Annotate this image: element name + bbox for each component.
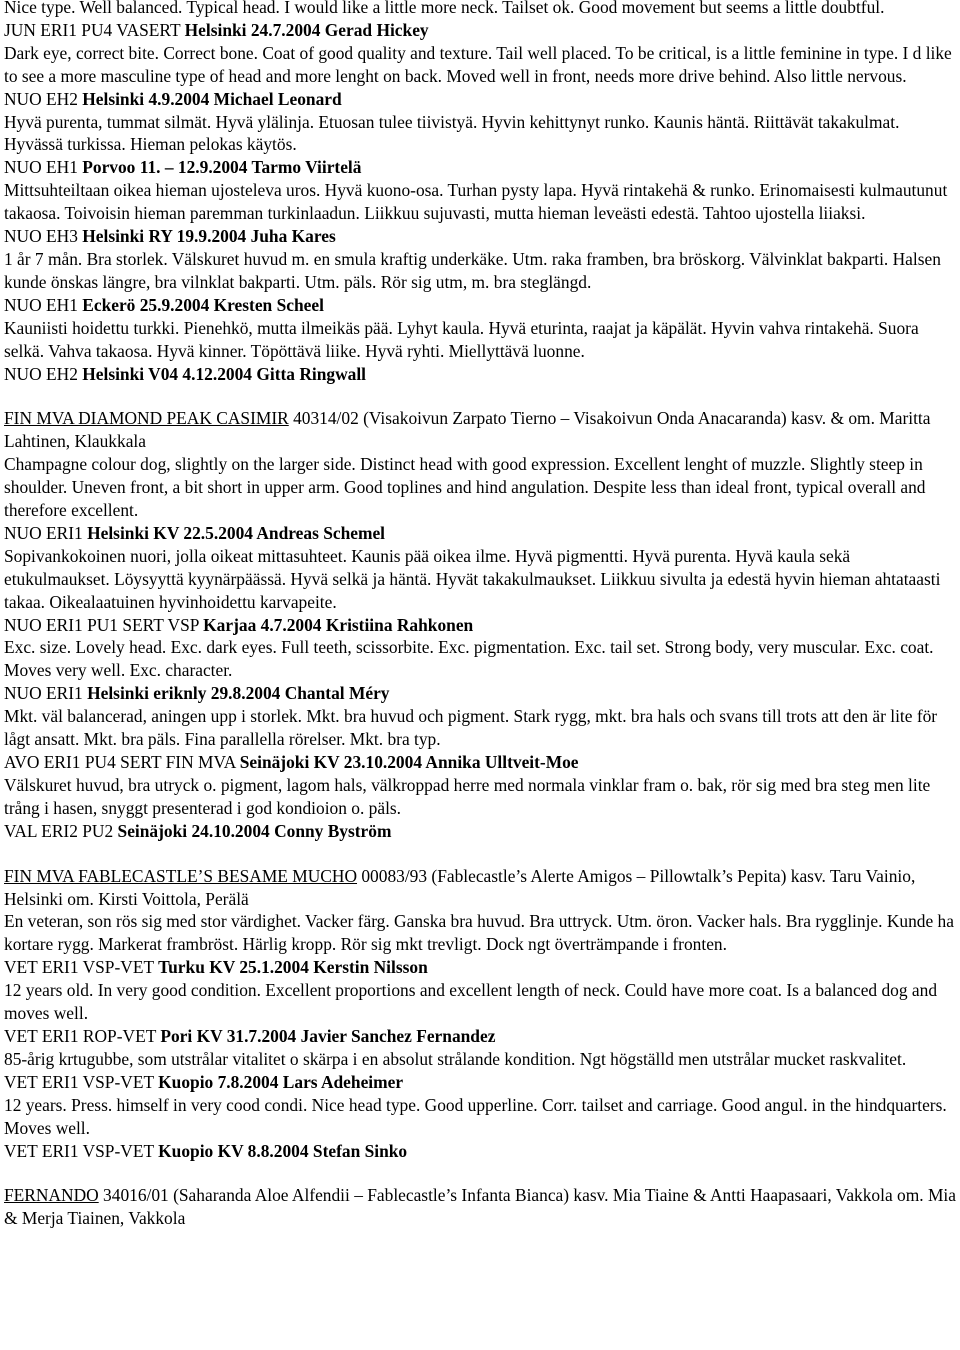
show-result-line	[4, 751, 956, 774]
text-segment: AVO ERI1 PU4 SERT FIN MVA	[4, 752, 240, 772]
show-result-line	[4, 820, 956, 843]
text-segment: VAL ERI2 PU2	[4, 820, 118, 841]
critique-paragraph	[4, 248, 956, 294]
text-segment: Mkt. väl balancerad, aningen upp i storlek. Mkt. bra huvud och pigment. Stark rygg, mkt. bra hals och svans till trots att den är lite för lågt ansatt. Mkt. bra päls. Fina parallella rörelser. Mkt. bra typ.	[4, 706, 938, 750]
show-place-date-judge: Helsinki V04 4.12.2004 Gitta Ringwall	[82, 363, 367, 384]
show-place-date-judge: Helsinki eriknly 29.8.2004 Chantal Méry	[87, 683, 390, 704]
text-segment: VET ERI1 VSP-VET	[4, 1140, 159, 1161]
text-segment: Nice type. Well balanced. Typical head. I would like a little more neck. Tailset ok. Good movement but seems a little doubtful.	[4, 0, 885, 17]
show-place-date-judge: Helsinki 24.7.2004	[184, 19, 325, 40]
show-place-date-judge: Helsinki KV 22.5.2004 Andreas Schemel	[87, 522, 386, 543]
text-segment: Kauniisti hoidettu turkki. Pienehkö, mutta ilmeikäs pää. Lyhyt kaula. Hyvä eturinta, raajat ja käpälät. Hyvin vahva rintakehä. Suora selkä. Vahva takaosa. Hyvä kinner. Töpöttävä liike. Hyvä ryhti. Miellyttävä luonne.	[4, 317, 919, 361]
show-place-date-judge: Gerad Hickey	[324, 19, 429, 40]
critique-paragraph	[4, 1048, 956, 1071]
text-segment: 12 years old. In very good condition. Excellent proportions and excellent length of neck. Could have more coat. Is a balanced dog and moves well.	[4, 980, 938, 1024]
show-result-line	[4, 363, 956, 386]
show-result-line	[4, 956, 956, 979]
text-segment: Dark eye, correct bite. Correct bone. Coat of good quality and texture. Tail well placed. To be critical, is a little feminine in type. I d like to see a more masculine type of head and more lenght on back. Moved well in front, needs more drive behind. Also little nervous.	[4, 42, 952, 86]
show-place-date-judge: Porvoo 11. – 12.9.2004 Tarmo Viirtelä	[82, 157, 362, 178]
text-segment: NUO ERI1	[4, 522, 88, 543]
text-segment: VET ERI1 VSP-VET	[4, 957, 159, 978]
text-segment: JUN ERI1 PU4 VASERT	[4, 19, 185, 40]
dog-name: FERNANDO	[4, 1185, 99, 1206]
show-place-date-judge: Helsinki RY 19.9.2004 Juha Kares	[82, 226, 336, 247]
critique-block-continued	[4, 0, 956, 385]
dog-entry-block	[4, 865, 956, 1163]
show-result-line	[4, 614, 956, 637]
text-segment: 40314/02 (Visakoivun Zarpato Tierno – Visakoivun Onda Anacaranda) kasv. & om. Maritta Lahtinen, Klaukkala	[4, 408, 931, 452]
show-result-line	[4, 88, 956, 111]
critique-paragraph	[4, 979, 956, 1025]
section-gap	[0, 385, 960, 407]
show-result-line	[4, 1071, 956, 1094]
show-place-date-judge: Pori KV 31.7.2004 Javier Sanchez Fernandez	[160, 1025, 496, 1046]
text-segment: 12 years. Press. himself in very cood condi. Nice head type. Good upperline. Corr. tailset and carriage. Good angul. in the hindquarters. Moves well.	[4, 1094, 947, 1138]
text-segment: NUO EH1	[4, 294, 83, 315]
show-result-line	[4, 682, 956, 705]
show-result-line	[4, 225, 956, 248]
section-gap	[0, 1162, 960, 1184]
show-place-date-judge: Eckerö 25.9.2004 Kresten Scheel	[82, 294, 324, 315]
text-segment: Välskuret huvud, bra utryck o. pigment, lagom hals, välkroppad herre med normala vinklar fram o. bak, rör sig med bra steg men lite trång i hasen, snyggt presenterad i god kondioion o. päls.	[4, 774, 931, 818]
critique-paragraph	[4, 453, 956, 522]
show-place-date-judge: Karjaa 4.7.2004 Kristiina Rahkonen	[203, 614, 474, 635]
critique-paragraph	[4, 42, 956, 88]
text-segment: Hyvä purenta, tummat silmät. Hyvä ylälinja. Etuosan tulee tiivistyä. Hyvin kehittynyt runko. Kaunis häntä. Riittävät takakulmat. Hyvässä turkissa. Hieman pelokas käytös.	[4, 111, 900, 155]
text-segment: NUO ERI1	[4, 683, 88, 704]
critique-paragraph	[4, 705, 956, 751]
dog-header-paragraph	[4, 865, 956, 911]
text-segment: NUO EH2	[4, 363, 83, 384]
show-result-line	[4, 156, 956, 179]
text-segment: 85-årig krtugubbe, som utstrålar vitalitet o skärpa i en absolut strålande kondition. Ngt högställd men utstrålar mucket raskvalitet.	[4, 1048, 907, 1069]
show-result-line	[4, 522, 956, 545]
show-place-date-judge: Seinäjoki 24.10.2004 Conny Byström	[117, 820, 392, 841]
text-segment: NUO EH1	[4, 157, 83, 178]
text-segment: NUO EH2	[4, 88, 83, 109]
dog-name: FIN MVA FABLECASTLE’S BESAME MUCHO	[4, 865, 358, 886]
show-result-line	[4, 19, 956, 42]
show-place-date-judge: Kuopio 7.8.2004 Lars Adeheimer	[158, 1071, 404, 1092]
critique-paragraph	[4, 1094, 956, 1140]
show-place-date-judge: Helsinki 4.9.2004 Michael Leonard	[82, 88, 342, 109]
text-segment: 34016/01 (Saharanda Aloe Alfendii – Fablecastle’s Infanta Bianca) kasv. Mia Tiaine & Antti Haapasaari, Vakkola om. Mia & Merja Tiainen, Vakkola	[4, 1185, 956, 1229]
section-gap	[0, 843, 960, 865]
show-result-line	[4, 294, 956, 317]
text-segment: 1 år 7 mån. Bra storlek. Välskuret huvud m. en smula kraftig underkäke. Utm. raka framben, bra bröskorg. Välvinklat bakparti. Halsen kunde önskas längre, bra vilnklat bakparti. Utm. päls. Rör sig utm, m. bra steglängd.	[4, 248, 941, 292]
show-place-date-judge: Turku KV 25.1.2004 Kerstin Nilsson	[158, 957, 428, 978]
dog-header-paragraph	[4, 407, 956, 453]
text-segment: Exc. size. Lovely head. Exc. dark eyes. Full teeth, scissorbite. Exc. pigmentation. Exc. tail set. Strong body, very muscular. Exc. coat. Moves very well. Exc. character.	[4, 637, 934, 681]
critique-paragraph	[4, 636, 956, 682]
dog-entry-block	[4, 1184, 956, 1230]
text-segment: En veteran, son rös sig med stor värdighet. Vacker färg. Ganska bra huvud. Bra uttryck. Utm. öron. Vacker hals. Bra rygglinje. Kunde ha kortare rygg. Markerat frambröst. Härlig kropp. Rör sig mkt trevligt. Dock ngt överträmpande i fronten.	[4, 911, 954, 955]
show-place-date-judge: Seinäjoki KV 23.10.2004 Annika Ulltveit-Moe	[239, 752, 579, 772]
text-segment: Mittsuhteiltaan oikea hieman ujosteleva uros. Hyvä kuono-osa. Turhan pysty lapa. Hyvä rintakehä & runko. Erinomaisesti kulmautunut takaosa. Toivoisin hieman paremman turkinlaadun. Liikkuu sujuvasti, mutta hieman leveästi edestä. Tahtoo ujostella liiaksi.	[4, 180, 948, 224]
show-result-line	[4, 1025, 956, 1048]
critique-paragraph	[4, 317, 956, 363]
text-segment: NUO EH3	[4, 226, 83, 247]
text-segment: NUO ERI1 PU1 SERT VSP	[4, 614, 204, 635]
text-segment: 00083/93 (Fablecastle’s Alerte Amigos – Pillowtalk’s Pepita) kasv. Taru Vainio, Helsinki om. Kirsti Voittola, Perälä	[4, 865, 916, 909]
show-place-date-judge: Kuopio KV 8.8.2004 Stefan Sinko	[158, 1140, 408, 1161]
critique-paragraph	[4, 111, 956, 157]
text-segment: VET ERI1 ROP-VET	[4, 1025, 161, 1046]
text-segment: Sopivankokoinen nuori, jolla oikeat mittasuhteet. Kaunis pää oikea ilme. Hyvä pigmentti. Hyvä purenta. Hyvä kaula sekä etukulmaukset. Löysyyttä kyynärpäässä. Hyvä selkä ja häntä. Hyvät takakulmaukset. Liikkuu sivulta ja edestä hyvin hieman ahtataasti takaa. Oikealaatuinen hyvinhoidettu karvapeite.	[4, 545, 941, 612]
show-result-line	[4, 1140, 956, 1163]
critique-paragraph	[4, 774, 956, 820]
text-segment: Champagne colour dog, slightly on the larger side. Distinct head with good expression. Excellent lenght of muzzle. Slightly steep in shoulder. Uneven front, a bit short in upper arm. Good toplines and hind angulation. Despite less than ideal front, typical overall and therefore excellent.	[4, 454, 926, 521]
dog-entry-block	[4, 407, 956, 842]
dog-header-paragraph	[4, 1184, 956, 1230]
critique-paragraph	[4, 179, 956, 225]
text-segment: VET ERI1 VSP-VET	[4, 1071, 159, 1092]
dog-name: FIN MVA DIAMOND PEAK CASIMIR	[4, 408, 289, 429]
critique-paragraph	[4, 0, 956, 19]
critique-paragraph	[4, 545, 956, 614]
critique-paragraph	[4, 910, 956, 956]
